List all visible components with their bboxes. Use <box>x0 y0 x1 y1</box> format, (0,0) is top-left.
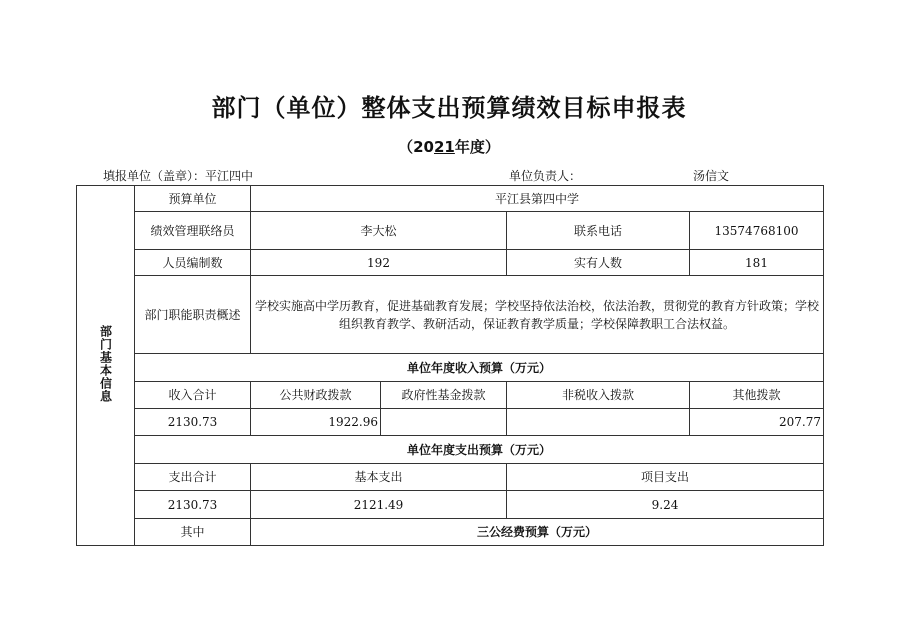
subtitle-prefix: （20 <box>398 138 434 156</box>
gov-fund-label: 政府性基金拨款 <box>381 382 507 409</box>
actual-staff-label: 实有人数 <box>507 250 690 276</box>
income-total-label: 收入合计 <box>135 382 251 409</box>
expense-total-label: 支出合计 <box>135 464 251 491</box>
table-row <box>77 186 824 212</box>
subtitle-year: 21 <box>433 138 455 156</box>
staff-quota-label: 人员编制数 <box>135 250 251 276</box>
side-label-cell <box>77 186 135 546</box>
year-subtitle <box>0 136 898 157</box>
side-label: 部门基本信息 <box>98 324 113 403</box>
table-row <box>77 212 824 250</box>
budget-unit-value: 平江县第四中学 <box>251 186 824 212</box>
responsible-label: 单位负责人： <box>509 169 582 183</box>
filler-unit: 填报单位（盖章）：平江四中 <box>103 169 254 183</box>
project-exp-value: 9.24 <box>507 491 824 519</box>
table-row <box>77 519 824 546</box>
other-label: 其他拨款 <box>690 382 824 409</box>
table-row <box>77 491 824 519</box>
three-public-header: 三公经费预算（万元） <box>251 519 824 546</box>
table-row <box>77 409 824 436</box>
table-row <box>77 436 824 464</box>
income-header: 单位年度收入预算（万元） <box>135 354 824 382</box>
income-total-value: 2130.73 <box>135 409 251 436</box>
budget-table <box>76 185 824 546</box>
nontax-label: 非税收入拨款 <box>507 382 690 409</box>
subtitle-suffix: 年度） <box>454 138 500 156</box>
public-fin-label: 公共财政拨款 <box>251 382 381 409</box>
expense-total-value: 2130.73 <box>135 491 251 519</box>
phone-value: 13574768100 <box>690 212 824 250</box>
budget-unit-label: 预算单位 <box>135 186 251 212</box>
public-fin-value: 1922.96 <box>251 409 381 436</box>
table-row <box>77 464 824 491</box>
responsible-name: 汤信文 <box>693 169 730 183</box>
phone-label: 联系电话 <box>507 212 690 250</box>
other-value: 207.77 <box>690 409 824 436</box>
table-row <box>77 354 824 382</box>
perf-contact-value: 李大松 <box>251 212 507 250</box>
nontax-value <box>507 409 690 436</box>
table-row <box>77 250 824 276</box>
gov-fund-value <box>381 409 507 436</box>
actual-staff-value: 181 <box>690 250 824 276</box>
page-title: 部门（单位）整体支出预算绩效目标申报表 <box>211 94 687 122</box>
duty-label: 部门职能职责概述 <box>135 276 251 354</box>
among-label: 其中 <box>135 519 251 546</box>
project-exp-label: 项目支出 <box>507 464 824 491</box>
basic-exp-label: 基本支出 <box>251 464 507 491</box>
table-row <box>77 382 824 409</box>
staff-quota-value: 192 <box>251 250 507 276</box>
perf-contact-label: 绩效管理联络员 <box>135 212 251 250</box>
basic-exp-value: 2121.49 <box>251 491 507 519</box>
table-row <box>77 276 824 354</box>
expense-header: 单位年度支出预算（万元） <box>135 436 824 464</box>
duty-text: 学校实施高中学历教育，促进基础教育发展；学校坚持依法治校，依法治教，贯彻党的教育方针政策；学校组织教育教学、教研活动，保证教育教学质量；学校保障教职工合法权益。 <box>251 276 824 354</box>
